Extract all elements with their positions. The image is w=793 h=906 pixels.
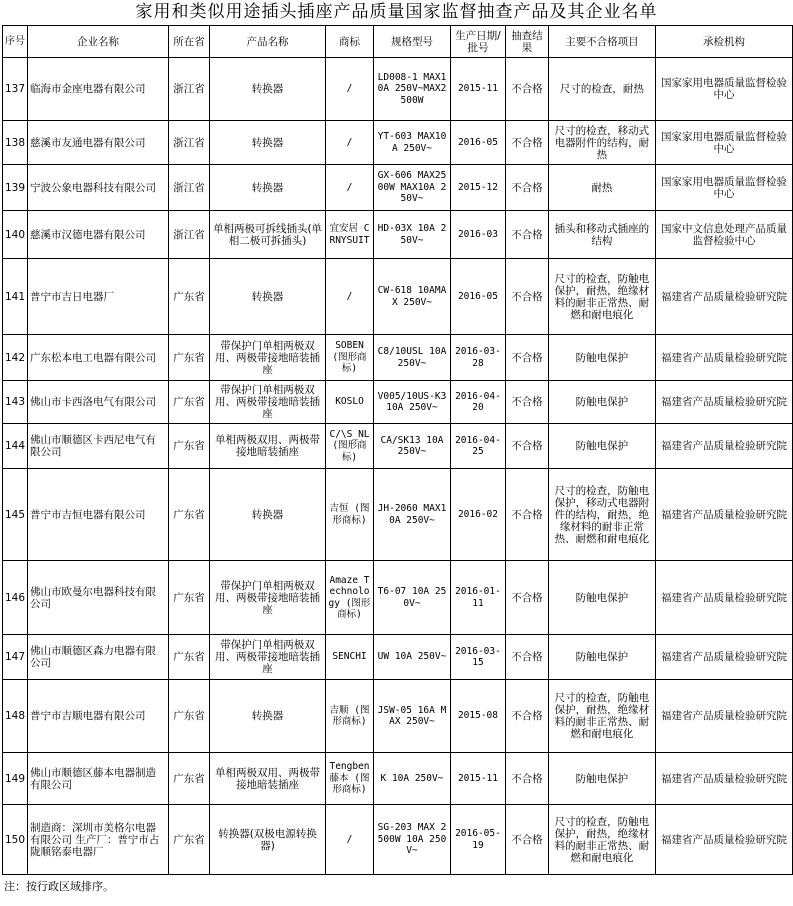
production-date-cell: 2016-01-11 <box>450 561 505 635</box>
check-result-cell: 不合格 <box>505 805 548 875</box>
company-name-cell: 宁波公象电器科技有限公司 <box>28 165 169 211</box>
model-cell: V005/10US-K3 10A 250V~ <box>373 381 450 424</box>
product-name-cell: 转换器 <box>210 259 326 335</box>
defect-items-cell: 防触电保护 <box>548 635 655 680</box>
company-name-cell: 佛山市顺德区卡西尼电气有限公司 <box>28 424 169 469</box>
province-cell: 浙江省 <box>169 165 210 211</box>
production-date-cell: 2016-03-15 <box>450 635 505 680</box>
table-row <box>3 165 793 211</box>
province-cell: 广东省 <box>169 561 210 635</box>
defect-items-cell: 插头和移动式插座的结构 <box>548 211 655 259</box>
model-cell: LD008-1 MAX10A 250V~MAX2500W <box>373 58 450 121</box>
province-cell: 广东省 <box>169 753 210 805</box>
company-name-cell: 普宁市吉恒电器有限公司 <box>28 469 169 561</box>
province-cell: 广东省 <box>169 424 210 469</box>
check-result-cell: 不合格 <box>505 469 548 561</box>
product-name-cell: 转换器 <box>210 165 326 211</box>
brand-cell: / <box>326 121 374 165</box>
row-number-cell: 143 <box>3 381 28 424</box>
model-cell: YT-603 MAX10A 250V~ <box>373 121 450 165</box>
province-cell: 广东省 <box>169 680 210 753</box>
product-name-cell: 单相两极双用、两极带接地暗装插座 <box>210 753 326 805</box>
inspection-org-cell: 福建省产品质量检验研究院 <box>655 335 792 381</box>
table-row <box>3 805 793 875</box>
company-name-cell: 佛山市欧曼尔电器科技有限公司 <box>28 561 169 635</box>
inspection-org-cell: 福建省产品质量检验研究院 <box>655 381 792 424</box>
header-company: 企业名称 <box>28 26 169 58</box>
province-cell: 广东省 <box>169 805 210 875</box>
table-row <box>3 561 793 635</box>
table-row <box>3 211 793 259</box>
brand-cell: / <box>326 165 374 211</box>
model-cell: CW-618 10AMAX 250V~ <box>373 259 450 335</box>
check-result-cell: 不合格 <box>505 424 548 469</box>
header-province: 所在省 <box>169 26 210 58</box>
row-number-cell: 140 <box>3 211 28 259</box>
brand-cell: Tengben 藤本 (图形商标) <box>326 753 374 805</box>
check-result-cell: 不合格 <box>505 680 548 753</box>
province-cell: 广东省 <box>169 335 210 381</box>
inspection-org-cell: 福建省产品质量检验研究院 <box>655 424 792 469</box>
row-number-cell: 150 <box>3 805 28 875</box>
brand-cell: KOSLO <box>326 381 374 424</box>
defect-items-cell: 防触电保护 <box>548 381 655 424</box>
model-cell: JH-2060 MAX10A 250V~ <box>373 469 450 561</box>
table-row <box>3 753 793 805</box>
inspection-org-cell: 福建省产品质量检验研究院 <box>655 635 792 680</box>
header-items: 主要不合格项目 <box>548 26 655 58</box>
model-cell: SG-203 MAX 2500W 10A 250V~ <box>373 805 450 875</box>
production-date-cell: 2016-03 <box>450 211 505 259</box>
brand-cell: 吉恒 (图形商标) <box>326 469 374 561</box>
inspection-org-cell: 国家家用电器质量监督检验中心 <box>655 121 792 165</box>
table-row <box>3 424 793 469</box>
table-row <box>3 259 793 335</box>
row-number-cell: 138 <box>3 121 28 165</box>
product-name-cell: 单相两极双用、两极带接地暗装插座 <box>210 424 326 469</box>
row-number-cell: 145 <box>3 469 28 561</box>
production-date-cell: 2015-11 <box>450 58 505 121</box>
model-cell: CA/SK13 10A 250V~ <box>373 424 450 469</box>
province-cell: 浙江省 <box>169 58 210 121</box>
row-number-cell: 144 <box>3 424 28 469</box>
company-name-cell: 普宁市吉顺电器有限公司 <box>28 680 169 753</box>
brand-cell: 宜安居 CRNYSUIT <box>326 211 374 259</box>
row-number-cell: 149 <box>3 753 28 805</box>
inspection-org-cell: 福建省产品质量检验研究院 <box>655 753 792 805</box>
inspection-org-cell: 福建省产品质量检验研究院 <box>655 469 792 561</box>
product-name-cell: 转换器 <box>210 680 326 753</box>
header-date: 生产日期/批号 <box>450 26 505 58</box>
production-date-cell: 2016-04-25 <box>450 424 505 469</box>
brand-cell: 吉顺 (图形商标) <box>326 680 374 753</box>
model-cell: C8/10USL 10A 250V~ <box>373 335 450 381</box>
row-number-cell: 148 <box>3 680 28 753</box>
province-cell: 广东省 <box>169 381 210 424</box>
row-number-cell: 147 <box>3 635 28 680</box>
enterprise-table <box>2 25 793 875</box>
defect-items-cell: 尺寸的检查，移动式电器附件的结构，耐热 <box>548 121 655 165</box>
production-date-cell: 2016-05 <box>450 259 505 335</box>
row-number-cell: 139 <box>3 165 28 211</box>
brand-cell: / <box>326 58 374 121</box>
table-row <box>3 121 793 165</box>
defect-items-cell: 防触电保护 <box>548 753 655 805</box>
check-result-cell: 不合格 <box>505 753 548 805</box>
company-name-cell: 佛山市卡西洛电气有限公司 <box>28 381 169 424</box>
inspection-org-cell: 国家家用电器质量监督检验中心 <box>655 58 792 121</box>
defect-items-cell: 尺寸的检查，防触电保护，耐热，绝缘材料的耐非正常热、耐燃和耐电痕化 <box>548 805 655 875</box>
production-date-cell: 2016-02 <box>450 469 505 561</box>
defect-items-cell: 尺寸的检查，防触电保护，耐热，绝缘材料的耐非正常热、耐燃和耐电痕化 <box>548 259 655 335</box>
company-name-cell: 广东松本电工电器有限公司 <box>28 335 169 381</box>
model-cell: HD-03X 10A 250V~ <box>373 211 450 259</box>
product-name-cell: 带保护门单相两极双用、两极带接地暗装插座 <box>210 335 326 381</box>
brand-cell: SENCHI <box>326 635 374 680</box>
province-cell: 浙江省 <box>169 211 210 259</box>
header-model: 规格型号 <box>373 26 450 58</box>
product-name-cell: 转换器 <box>210 58 326 121</box>
defect-items-cell: 耐热 <box>548 165 655 211</box>
table-body <box>3 58 793 875</box>
model-cell: UW 10A 250V~ <box>373 635 450 680</box>
row-number-cell: 142 <box>3 335 28 381</box>
check-result-cell: 不合格 <box>505 211 548 259</box>
table-row <box>3 381 793 424</box>
product-name-cell: 带保护门单相两极双用、两极带接地暗装插座 <box>210 561 326 635</box>
inspection-org-cell: 国家中文信息处理产品质量监督检验中心 <box>655 211 792 259</box>
model-cell: GX-606 MAX2500W MAX10A 250V~ <box>373 165 450 211</box>
brand-cell: SOBEN (图形商标) <box>326 335 374 381</box>
header-result: 抽查结果 <box>505 26 548 58</box>
production-date-cell: 2016-03-28 <box>450 335 505 381</box>
check-result-cell: 不合格 <box>505 635 548 680</box>
defect-items-cell: 尺寸的检查，防触电保护，移动式电器附件的结构，耐热，绝缘材料的耐非正常热、耐燃和耐电痕化 <box>548 469 655 561</box>
product-name-cell: 带保护门单相两极双用、两极带接地暗装插座 <box>210 381 326 424</box>
row-number-cell: 141 <box>3 259 28 335</box>
province-cell: 浙江省 <box>169 121 210 165</box>
check-result-cell: 不合格 <box>505 165 548 211</box>
product-name-cell: 单相两极可拆线插头(单相二极可拆插头) <box>210 211 326 259</box>
province-cell: 广东省 <box>169 259 210 335</box>
check-result-cell: 不合格 <box>505 121 548 165</box>
product-name-cell: 带保护门单相两极双用、两极带接地暗装插座 <box>210 635 326 680</box>
model-cell: T6-07 10A 250V~ <box>373 561 450 635</box>
brand-cell: / <box>326 805 374 875</box>
check-result-cell: 不合格 <box>505 561 548 635</box>
production-date-cell: 2015-08 <box>450 680 505 753</box>
production-date-cell: 2016-04-20 <box>450 381 505 424</box>
brand-cell: Amaze Technology (图形商标) <box>326 561 374 635</box>
brand-cell: / <box>326 259 374 335</box>
company-name-cell: 普宁市吉日电器厂 <box>28 259 169 335</box>
product-name-cell: 转换器(双极电源转换器) <box>210 805 326 875</box>
defect-items-cell: 尺寸的检查，防触电保护，耐热，绝缘材料的耐非正常热、耐燃和耐电痕化 <box>548 680 655 753</box>
product-name-cell: 转换器 <box>210 469 326 561</box>
check-result-cell: 不合格 <box>505 259 548 335</box>
defect-items-cell: 防触电保护 <box>548 424 655 469</box>
table-row <box>3 680 793 753</box>
province-cell: 广东省 <box>169 469 210 561</box>
production-date-cell: 2015-11 <box>450 753 505 805</box>
defect-items-cell: 防触电保护 <box>548 335 655 381</box>
header-brand: 商标 <box>326 26 374 58</box>
inspection-org-cell: 福建省产品质量检验研究院 <box>655 680 792 753</box>
company-name-cell: 佛山市顺德区森力电器有限公司 <box>28 635 169 680</box>
company-name-cell: 临海市金座电器有限公司 <box>28 58 169 121</box>
production-date-cell: 2015-12 <box>450 165 505 211</box>
row-number-cell: 146 <box>3 561 28 635</box>
company-name-cell: 慈溪市友通电器有限公司 <box>28 121 169 165</box>
brand-cell: C/\S_NL (图形商标) <box>326 424 374 469</box>
product-name-cell: 转换器 <box>210 121 326 165</box>
check-result-cell: 不合格 <box>505 335 548 381</box>
header-org: 承检机构 <box>655 26 792 58</box>
production-date-cell: 2016-05 <box>450 121 505 165</box>
company-name-cell: 制造商：深圳市美格尔电器有限公司 生产厂：普宁市占陇顺铭泰电器厂 <box>28 805 169 875</box>
defect-items-cell: 尺寸的检查，耐热 <box>548 58 655 121</box>
province-cell: 广东省 <box>169 635 210 680</box>
inspection-org-cell: 福建省产品质量检验研究院 <box>655 805 792 875</box>
production-date-cell: 2016-05-19 <box>450 805 505 875</box>
table-row <box>3 335 793 381</box>
table-row <box>3 635 793 680</box>
check-result-cell: 不合格 <box>505 381 548 424</box>
footnote: 注：按行政区域排序。 <box>4 880 114 893</box>
header-product: 产品名称 <box>210 26 326 58</box>
inspection-org-cell: 福建省产品质量检验研究院 <box>655 561 792 635</box>
header-no: 序号 <box>3 26 28 58</box>
defect-items-cell: 防触电保护 <box>548 561 655 635</box>
model-cell: K 10A 250V~ <box>373 753 450 805</box>
table-row <box>3 58 793 121</box>
inspection-org-cell: 福建省产品质量检验研究院 <box>655 259 792 335</box>
check-result-cell: 不合格 <box>505 58 548 121</box>
company-name-cell: 慈溪市汉德电器有限公司 <box>28 211 169 259</box>
page-title: 家用和类似用途插头插座产品质量国家监督抽查产品及其企业名单 <box>135 2 658 22</box>
row-number-cell: 137 <box>3 58 28 121</box>
table-row <box>3 469 793 561</box>
inspection-org-cell: 国家家用电器质量监督检验中心 <box>655 165 792 211</box>
model-cell: JSW-05 16A MAX 250V~ <box>373 680 450 753</box>
company-name-cell: 佛山市顺德区藤本电器制造有限公司 <box>28 753 169 805</box>
table-header-row <box>3 26 793 58</box>
